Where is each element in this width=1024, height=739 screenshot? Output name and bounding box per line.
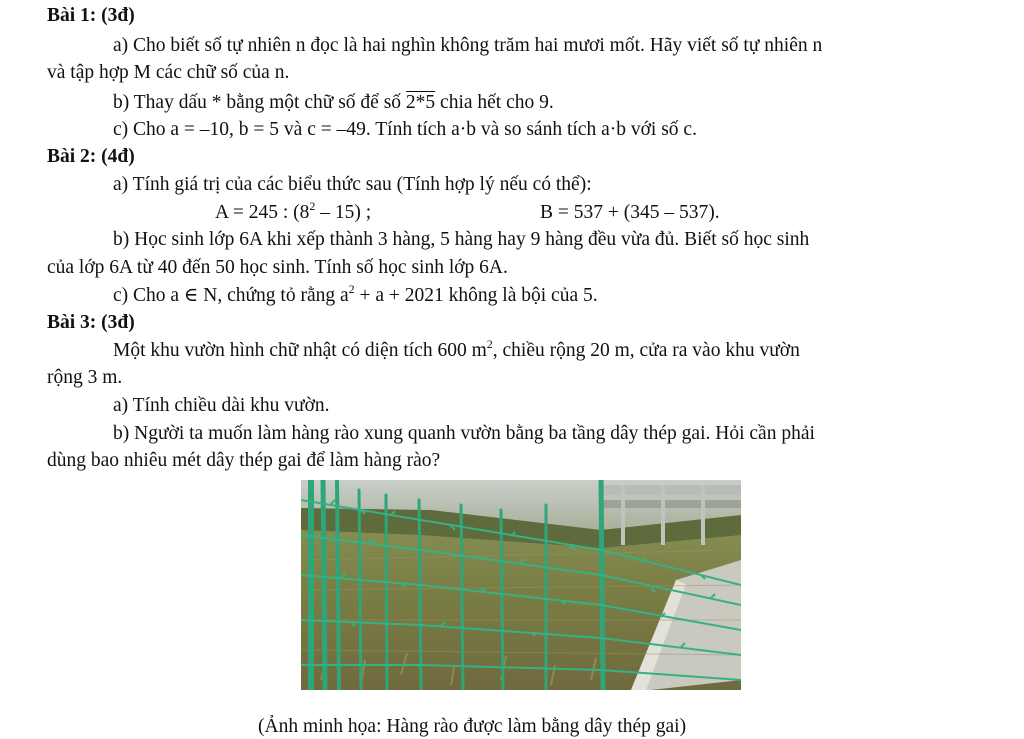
exercise-2-part-a: a) Tính giá trị của các biểu thức sau (Tính hợp lý nếu có thể): [113, 174, 592, 195]
exercise-3-intro [113, 339, 800, 363]
exercise-2-part-b: b) Học sinh lớp 6A khi xếp thành 3 hàng, 5 hàng hay 9 hàng đều vừa đủ. Biết số học sinh [113, 229, 810, 250]
exercise-3-title: Bài 3: (3đ) [47, 312, 135, 333]
expression-a-post: – 15) ; [315, 202, 372, 223]
exercise-3-intro-post: , chiều rộng 20 m, cửa ra vào khu vườn [492, 340, 800, 361]
exercise-3-part-b: b) Người ta muốn làm hàng rào xung quanh vườn bằng ba tầng dây thép gai. Hỏi cần phải [113, 423, 815, 444]
fence-illustration [301, 480, 741, 690]
exercise-1-part-b-pre: b) Thay dấu * bằng một chữ số để số [113, 92, 402, 113]
exercise-2-part-c-exponent: 2 [348, 282, 355, 296]
expression-a [215, 201, 371, 225]
exercise-2-part-b-cont: của lớp 6A từ 40 đến 50 học sinh. Tính số học sinh lớp 6A. [47, 257, 508, 278]
exercise-3-part-b-cont: dùng bao nhiêu mét dây thép gai để làm hàng rào? [47, 450, 441, 471]
barbed-wire-fence-photo [301, 480, 741, 690]
exercise-1-part-b-post: chia hết cho 9. [440, 92, 554, 113]
exercise-3-part-a: a) Tính chiều dài khu vườn. [113, 395, 330, 416]
exercise-2-part-c-post: + a + 2021 không là bội của 5. [354, 285, 598, 306]
exercise-3-intro-pre: Một khu vườn hình chữ nhật có diện tích 600 m [113, 340, 487, 361]
exercise-3-intro-exponent: 2 [486, 337, 493, 351]
exercise-1-part-c: c) Cho a = –10, b = 5 và c = –49. Tính tích a·b và so sánh tích a·b với số c. [113, 119, 697, 140]
expression-a-pre: A = 245 : (8 [215, 202, 310, 223]
expression-b: B = 537 + (345 – 537). [540, 202, 720, 223]
exercise-2-part-c [113, 284, 598, 308]
exercise-1-title: Bài 1: (3đ) [47, 5, 135, 26]
photo-caption: (Ảnh minh họa: Hàng rào được làm bằng dây thép gai) [258, 716, 687, 737]
exercise-2-title: Bài 2: (4đ) [47, 146, 135, 167]
exercise-2-part-c-pre: c) Cho a ∈ N, chứng tỏ rằng a [113, 285, 349, 306]
exercise-1-part-b [113, 91, 554, 115]
exercise-1-part-a: a) Cho biết số tự nhiên n đọc là hai nghìn không trăm hai mươi mốt. Hãy viết số tự nhiên n [113, 35, 823, 56]
exercise-1-part-a-cont: và tập hợp M các chữ số của n. [47, 62, 290, 83]
overlined-number: 2*5 [405, 92, 436, 113]
exercise-3-intro-cont: rộng 3 m. [47, 367, 123, 388]
expression-a-exponent: 2 [309, 199, 316, 213]
